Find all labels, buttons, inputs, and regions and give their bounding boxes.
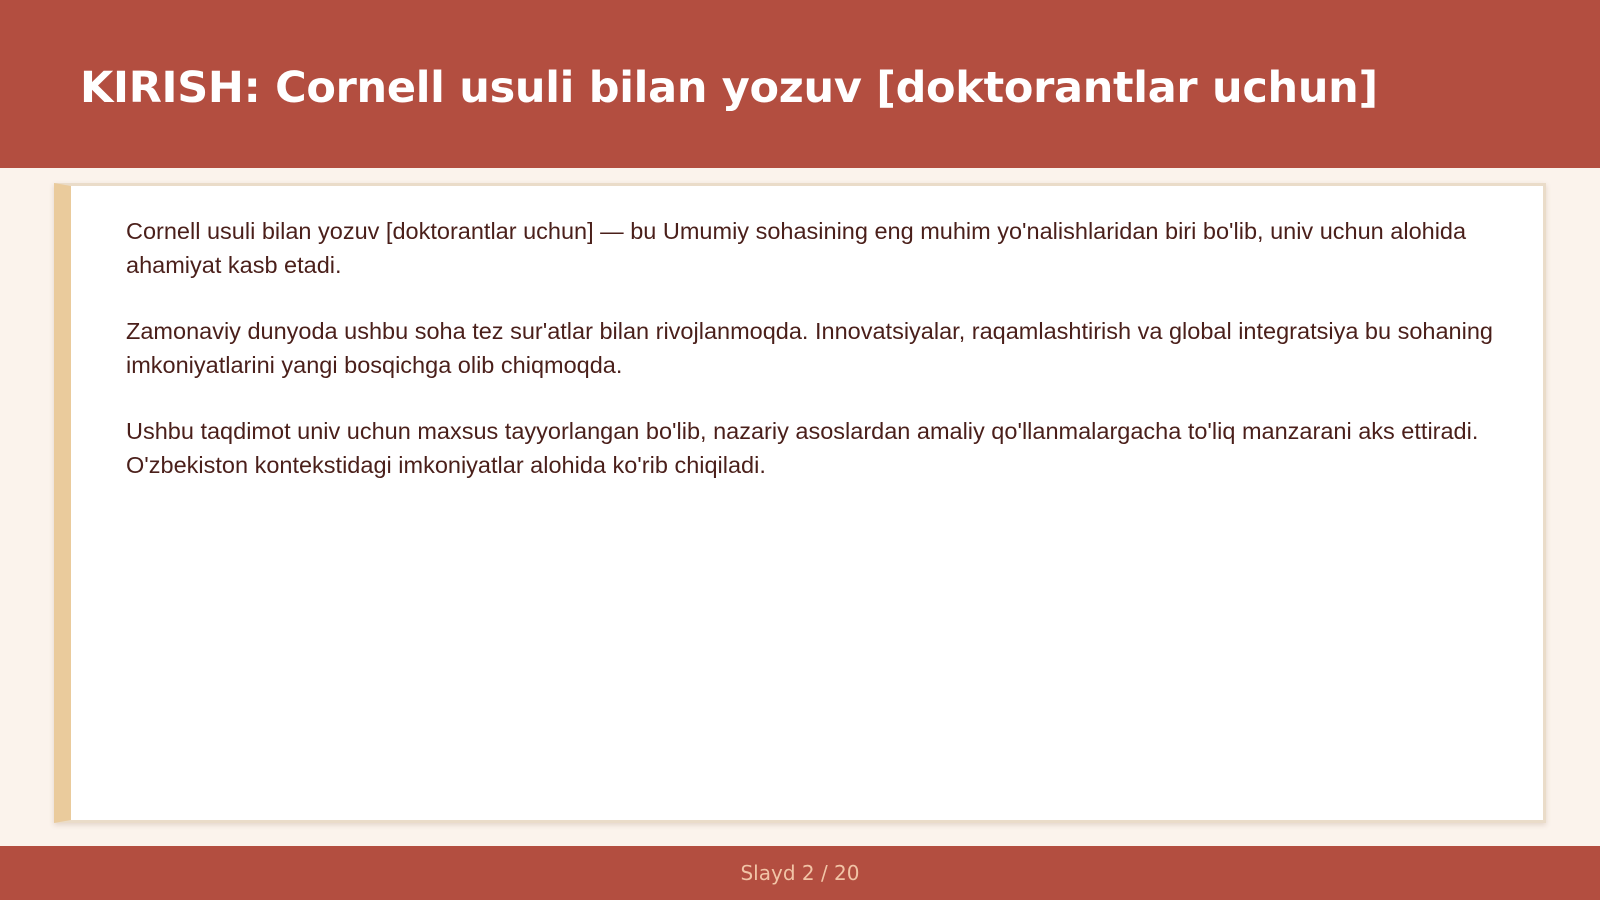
slide-header	[0, 0, 1600, 168]
body-paragraph-3: Ushbu taqdimot univ uchun maxsus tayyorlangan bo'lib, nazariy asoslardan amaliy qo'llanmalargacha to'liq manzarani aks ettiradi. O'zbekiston kontekstidagi imkoniyatlar alohida ko'rib chiqiladi.	[126, 418, 1479, 478]
slide-counter: Slayd 2 / 20	[740, 861, 860, 885]
body-paragraph-1: Cornell usuli bilan yozuv [doktorantlar uchun] — bu Umumiy sohasining eng muhim yo'nalishlaridan biri bo'lib, univ uchun alohida ahamiyat kasb etadi.	[126, 218, 1467, 278]
body-paragraph-2: Zamonaviy dunyoda ushbu soha tez sur'atlar bilan rivojlanmoqda. Innovatsiyalar, raqamlashtirish va global integratsiya bu sohaning imkoniyatlarini yangi bosqichga olib chiqmoqda.	[126, 318, 1493, 378]
slide-footer	[0, 846, 1600, 900]
slide-body	[126, 214, 1496, 514]
slide-title: KIRISH: Cornell usuli bilan yozuv [doktorantlar uchun]	[80, 63, 1378, 113]
content-card	[54, 183, 1546, 823]
